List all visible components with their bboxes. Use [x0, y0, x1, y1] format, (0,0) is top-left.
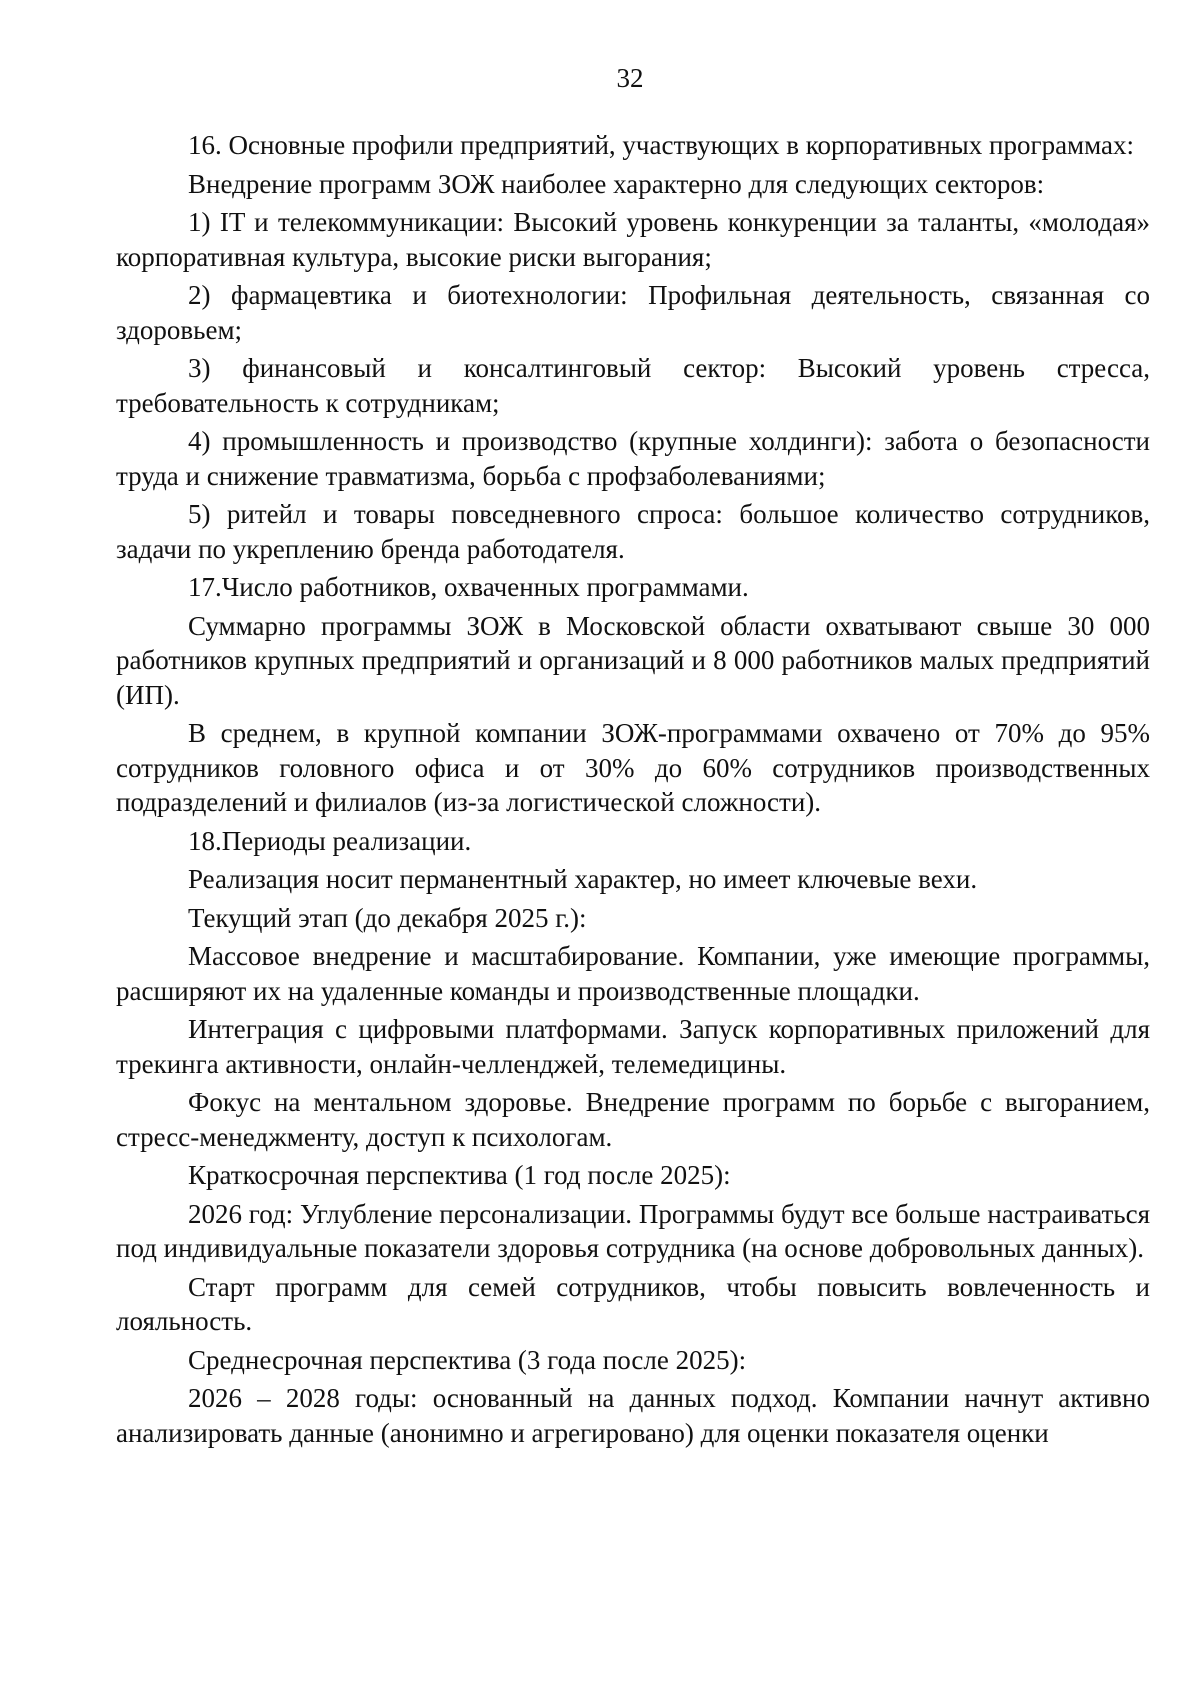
paragraph: Массовое внедрение и масштабирование. Компании, уже имеющие программы, расширяют их на удаленные команды и производственные площадки.	[116, 941, 1150, 1006]
page-number: 32	[616, 63, 644, 93]
paragraph: 2026 – 2028 годы: основанный на данных подход. Компании начнут активно анализировать данные (анонимно и агрегировано) для оценки показателя оценки	[116, 1383, 1150, 1448]
paragraph: Суммарно программы ЗОЖ в Московской области охватывают свыше 30 000 работников крупных предприятий и организаций и 8 000 работников малых предприятий (ИП).	[116, 610, 1150, 710]
paragraph: 16. Основные профили предприятий, участвующих в корпоративных программах:	[188, 130, 1135, 160]
list-item: 2) фармацевтика и биотехнологии: Профильная деятельность, связанная со здоровьем;	[116, 280, 1150, 345]
paragraph: Реализация носит перманентный характер, но имеет ключевые вехи.	[188, 864, 978, 894]
section-heading: 18.Периоды реализации.	[188, 825, 472, 856]
list-item: 3) финансовый и консалтинговый сектор: Высокий уровень стресса, требовательность к сотрудникам;	[116, 353, 1150, 418]
list-item: 5) ритейл и товары повседневного спроса: большое количество сотрудников, задачи по укреплению бренда работодателя.	[116, 499, 1150, 564]
list-item: 1) IT и телекоммуникации: Высокий уровень конкуренции за таланты, «молодая» корпоративная культура, высокие риски выгорания;	[116, 207, 1150, 272]
paragraph: Внедрение программ ЗОЖ наиболее характерно для следующих секторов:	[188, 168, 1045, 199]
subheading: Краткосрочная перспектива (1 год после 2025):	[188, 1160, 731, 1190]
list-item: 4) промышленность и производство (крупные холдинги): забота о безопасности труда и снижение травматизма, борьба с профзаболеваниями;	[116, 426, 1150, 491]
paragraph: Фокус на ментальном здоровье. Внедрение программ по борьбе с выгоранием, стресс-менеджменту, доступ к психологам.	[116, 1087, 1150, 1152]
subheading: Среднесрочная перспектива (3 года после 2025):	[188, 1344, 747, 1375]
paragraph: В среднем, в крупной компании ЗОЖ-программами охвачено от 70% до 95% сотрудников головного офиса и от 30% до 60% сотрудников производственных подразделений и филиалов (из-за логистической сложности).	[116, 718, 1150, 817]
paragraph: 2026 год: Углубление персонализации. Программы будут все больше настраиваться под индивидуальные показатели здоровья сотрудника (на основе добровольных данных).	[116, 1198, 1150, 1263]
paragraph: Интеграция с цифровыми платформами. Запуск корпоративных приложений для трекинга активности, онлайн-челленджей, телемедицины.	[116, 1014, 1150, 1079]
section-heading: 17.Число работников, охваченных программами.	[188, 572, 749, 602]
subheading: Текущий этап (до декабря 2025 г.):	[188, 902, 587, 933]
document-body	[116, 128, 1150, 1454]
paragraph: Старт программ для семей сотрудников, чтобы повысить вовлеченность и лояльность.	[116, 1271, 1150, 1336]
